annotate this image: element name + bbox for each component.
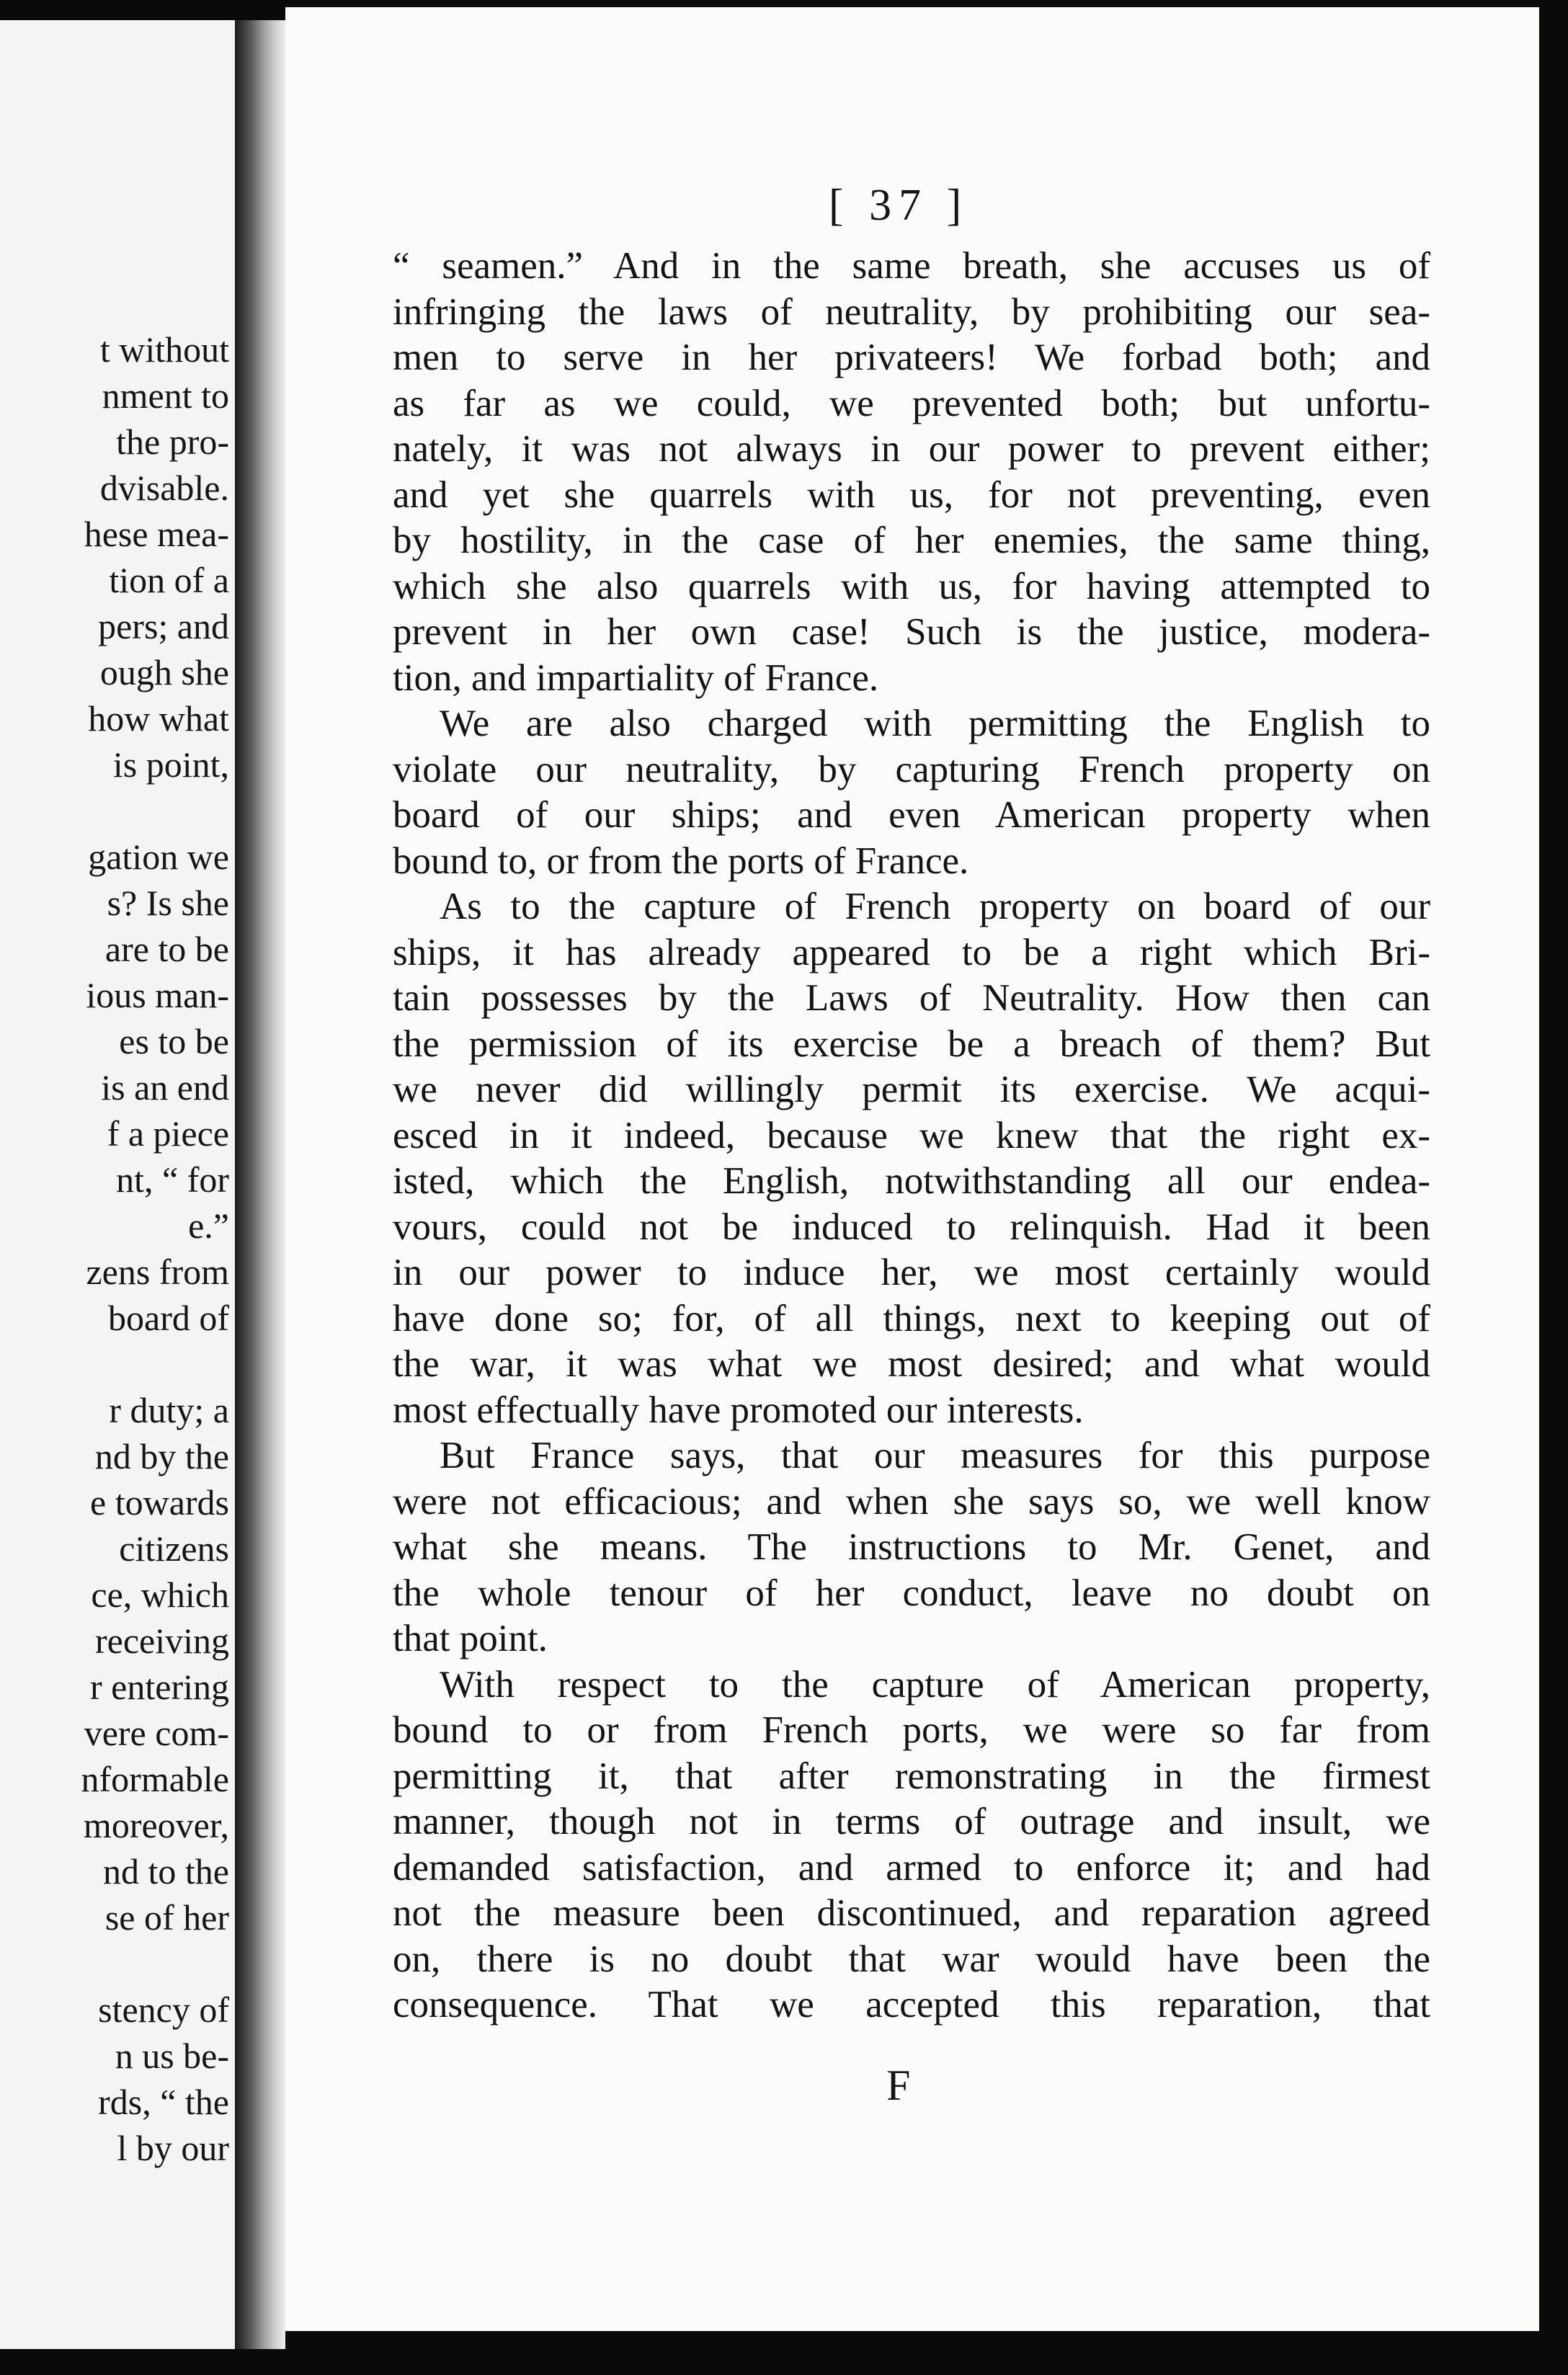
left-text-line: e towards xyxy=(90,1482,229,1523)
left-text-line: nment to xyxy=(102,375,229,416)
left-text-line: vere com- xyxy=(84,1713,229,1753)
left-page-text xyxy=(81,326,229,2171)
left-text-line: moreover, xyxy=(83,1805,229,1845)
left-text-line: es to be xyxy=(119,1021,229,1061)
text-line: the permission of its exercise be a breach of them? But xyxy=(393,1022,1430,1065)
left-text-line: nt, “ for xyxy=(116,1159,229,1200)
text-line: on, there is no doubt that war would have been the xyxy=(393,1938,1430,1980)
left-text-line xyxy=(81,1341,229,1387)
left-text-line: the pro- xyxy=(116,422,229,462)
text-line: With respect to the capture of American property, xyxy=(440,1663,1430,1706)
text-line: have done so; for, of all things, next to keeping out of xyxy=(393,1297,1430,1340)
text-line: tion, and impartiality of France. xyxy=(393,656,879,699)
left-text-line: stency of xyxy=(98,1989,229,2030)
left-text-line: dvisable. xyxy=(99,468,229,508)
left-text-line: se of her xyxy=(104,1897,229,1938)
text-line: demanded satisfaction, and armed to enforce it; and had xyxy=(393,1846,1430,1889)
left-text-line: ce, which xyxy=(91,1574,229,1615)
page-number-header: [ 37 ] xyxy=(829,181,969,230)
left-text-line: gation we xyxy=(88,837,229,877)
text-line: which she also quarrels with us, for having attempted to xyxy=(393,565,1430,607)
text-line: permitting it, that after remonstrating in the firmest xyxy=(393,1755,1430,1797)
left-text-line: hese mea- xyxy=(84,514,229,554)
left-text-line: board of xyxy=(108,1298,229,1338)
left-text-line: citizens xyxy=(119,1528,229,1569)
left-text-line: l by our xyxy=(117,2128,229,2168)
text-line: bound to or from French ports, we were so far from xyxy=(393,1709,1430,1751)
text-line: most effectually have promoted our interests. xyxy=(393,1389,1084,1431)
text-line: in our power to induce her, we most certainly would xyxy=(393,1252,1430,1293)
left-text-line: t without xyxy=(99,329,229,370)
left-text-line: f a piece xyxy=(107,1113,229,1154)
text-line: consequence. That we accepted this reparation, that xyxy=(393,1984,1430,2026)
left-text-line: s? Is she xyxy=(107,883,229,923)
text-line: ships, it has already appeared to be a right which Bri- xyxy=(393,931,1430,973)
signature-mark: F xyxy=(886,2062,912,2109)
text-line: prevent in her own case! Such is the justice, modera- xyxy=(393,611,1430,653)
text-line: manner, though not in terms of outrage and insult, we xyxy=(393,1801,1430,1842)
left-text-line: nformable xyxy=(81,1759,229,1799)
text-line: we never did willingly permit its exercise. We acqui- xyxy=(393,1069,1430,1110)
text-line: vours, could not be induced to relinquish. Had it been xyxy=(393,1206,1430,1248)
book-gutter xyxy=(235,20,285,2349)
left-text-line: nd by the xyxy=(94,1436,229,1476)
left-text-line: e.” xyxy=(188,1206,229,1246)
text-line: what she means. The instructions to Mr. Genet, and xyxy=(393,1526,1430,1568)
left-text-line: ough she xyxy=(99,652,229,692)
page-edge xyxy=(1539,0,1568,2375)
text-line: isted, which the English, notwithstanding all our endea- xyxy=(393,1160,1430,1202)
text-line: bound to, or from the ports of France. xyxy=(393,839,969,882)
left-text-line: n us be- xyxy=(115,2036,229,2076)
text-line: were not efficacious; and when she says so, we well know xyxy=(393,1480,1430,1523)
left-text-line: are to be xyxy=(104,929,229,969)
text-line: “ seamen.” And in the same breath, she accuses us of xyxy=(393,245,1430,287)
left-text-line: receiving xyxy=(94,1621,229,1661)
text-line: as far as we could, we prevented both; but unfortu- xyxy=(393,382,1430,424)
text-line: that point. xyxy=(393,1618,548,1659)
left-text-line xyxy=(81,788,229,834)
left-page xyxy=(0,20,235,2349)
text-line: and yet she quarrels with us, for not preventing, even xyxy=(393,473,1430,516)
text-line: But France says, that our measures for this purpose xyxy=(440,1435,1430,1476)
left-text-line: r entering xyxy=(90,1667,229,1707)
text-line: violate our neutrality, by capturing French property on xyxy=(393,748,1430,790)
text-line: by hostility, in the case of her enemies, the same thing, xyxy=(393,520,1430,561)
body-text xyxy=(393,244,1430,2028)
text-line: We are also charged with permitting the English to xyxy=(440,703,1430,744)
left-text-line: tion of a xyxy=(109,560,229,600)
text-line: infringing the laws of neutrality, by prohibiting our sea- xyxy=(393,290,1430,333)
left-text-line: pers; and xyxy=(98,606,229,646)
text-line: the war, it was what we most desired; and what would xyxy=(393,1343,1430,1385)
left-text-line: ious man- xyxy=(86,975,229,1015)
left-text-line: nd to the xyxy=(103,1851,229,1891)
left-text-line: is point, xyxy=(112,744,229,785)
left-text-line xyxy=(81,1940,229,1987)
text-line: tain possesses by the Laws of Neutrality. How then can xyxy=(393,977,1430,1019)
text-line: the whole tenour of her conduct, leave no doubt on xyxy=(393,1572,1430,1614)
left-text-line: zens from xyxy=(86,1252,229,1292)
text-line: board of our ships; and even American property when xyxy=(393,794,1430,836)
text-line: men to serve in her privateers! We forbad both; and xyxy=(393,337,1430,378)
text-line: As to the capture of French property on board of our xyxy=(440,886,1430,927)
left-text-line: how what xyxy=(88,698,229,739)
left-text-line: r duty; a xyxy=(109,1390,229,1430)
text-line: esced in it indeed, because we knew that the right ex- xyxy=(393,1114,1430,1157)
text-line: nately, it was not always in our power to prevent either; xyxy=(393,428,1430,470)
left-text-line: rds, “ the xyxy=(98,2082,229,2122)
text-line: not the measure been discontinued, and reparation agreed xyxy=(393,1892,1430,1934)
left-text-line: is an end xyxy=(101,1067,229,1108)
